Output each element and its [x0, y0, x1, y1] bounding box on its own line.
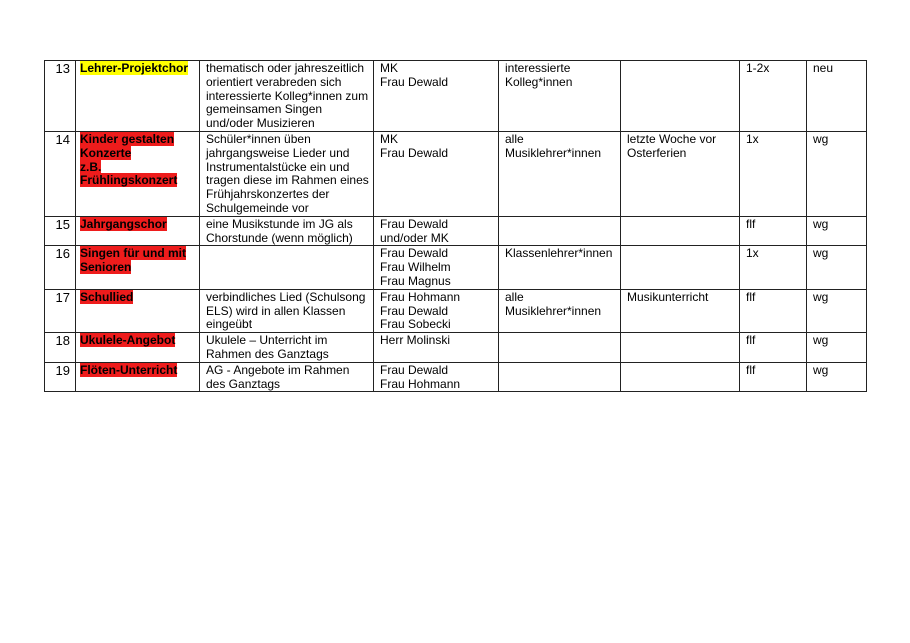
activity-time: [621, 246, 740, 289]
activity-title: [76, 61, 200, 132]
activity-title: [76, 216, 200, 246]
description-line: AG - Angebote im Rahmen: [206, 362, 350, 377]
activity-time: [621, 333, 740, 363]
table-row: [45, 61, 867, 132]
activity-title-line: [80, 133, 197, 147]
activity-description: [200, 333, 374, 363]
description-line: Schulgemeinde vor: [206, 200, 309, 215]
lead-line: Frau Hohmann: [380, 289, 461, 304]
table-row: [45, 246, 867, 289]
activity-title-line: [80, 147, 197, 161]
activity-time: [621, 216, 740, 246]
activity-description: [200, 246, 374, 289]
description-line: Chorstunde (wenn möglich): [206, 230, 353, 245]
activity-title-line: [80, 334, 197, 348]
participants-line: alle: [505, 131, 524, 146]
activity-title-line: [80, 218, 197, 232]
activity-title: [76, 333, 200, 363]
activity-participants: [499, 362, 621, 392]
row-number: 16: [45, 246, 76, 289]
activity-frequency: flf: [740, 216, 807, 246]
activity-frequency: flf: [740, 289, 807, 332]
table-row: [45, 216, 867, 246]
row-number: 13: [45, 61, 76, 132]
activity-lead: [374, 289, 499, 332]
activity-participants: [499, 246, 621, 289]
activity-title: [76, 246, 200, 289]
time-line: Musikunterricht: [627, 289, 709, 304]
activity-status: neu: [807, 61, 867, 132]
table-row: [45, 131, 867, 216]
time-line: letzte Woche vor: [627, 131, 717, 146]
description-line: gemeinsamen Singen: [206, 102, 323, 117]
lead-line: und/oder MK: [380, 230, 449, 245]
activity-description: [200, 61, 374, 132]
activity-participants: [499, 61, 621, 132]
description-line: und/oder Musizieren: [206, 116, 315, 131]
activity-title-line: [80, 247, 197, 261]
activity-title-line-highlight: Schullied: [80, 289, 134, 304]
lead-line: MK: [380, 61, 398, 75]
activity-description: [200, 362, 374, 392]
activity-title-line: [80, 161, 197, 175]
activity-lead: [374, 216, 499, 246]
activity-lead: [374, 246, 499, 289]
row-number: 15: [45, 216, 76, 246]
activity-status: wg: [807, 289, 867, 332]
description-line: Ukulele – Unterricht im: [206, 333, 328, 348]
row-number: 17: [45, 289, 76, 332]
time-line: Osterferien: [627, 145, 687, 160]
activity-frequency: 1-2x: [740, 61, 807, 132]
activity-lead: [374, 362, 499, 392]
lead-line: Frau Hohmann: [380, 376, 461, 391]
activity-frequency: 1x: [740, 131, 807, 216]
lead-line: Herr Molinski: [380, 333, 451, 348]
activity-status: wg: [807, 246, 867, 289]
activity-participants: [499, 289, 621, 332]
activity-lead: [374, 131, 499, 216]
participants-line: alle: [505, 289, 524, 304]
lead-line: Frau Dewald: [380, 246, 449, 261]
activity-title-line-highlight: Ukulele-Angebot: [80, 333, 176, 348]
activity-participants: [499, 216, 621, 246]
description-line: tragen diese im Rahmen eines: [206, 173, 369, 188]
activity-time: [621, 131, 740, 216]
activity-status: wg: [807, 131, 867, 216]
description-line: Rahmen des Ganztags: [206, 346, 329, 361]
activity-title-line-highlight: Senioren: [80, 260, 132, 275]
lead-line: Frau Wilhelm: [380, 260, 451, 275]
activity-title-line: [80, 261, 197, 275]
description-line: verbindliches Lied (Schulsong: [206, 289, 366, 304]
participants-line: Musiklehrer*innen: [505, 145, 602, 160]
lead-line: MK: [380, 131, 398, 146]
activity-title-line: [80, 174, 197, 188]
activity-title-line: [80, 62, 197, 76]
lead-line: Frau Dewald: [380, 145, 449, 160]
activity-status: wg: [807, 362, 867, 392]
activity-title-line-highlight: Konzerte: [80, 145, 132, 160]
table-row: [45, 333, 867, 363]
activity-table: [44, 60, 867, 392]
lead-line: Frau Dewald: [380, 362, 449, 377]
table-row: [45, 289, 867, 332]
description-line: Instrumentalstücke ein und: [206, 159, 350, 174]
activity-participants: [499, 131, 621, 216]
description-line: interessierte Kolleg*innen zum: [206, 88, 369, 103]
activity-title-line-highlight: z.B.: [80, 159, 102, 174]
activity-status: wg: [807, 216, 867, 246]
description-line: Schüler*innen üben: [206, 131, 311, 146]
participants-line: Musiklehrer*innen: [505, 303, 602, 318]
activity-title-line: [80, 291, 197, 305]
row-number: 19: [45, 362, 76, 392]
activity-lead: [374, 333, 499, 363]
participants-line: interessierte: [505, 61, 571, 75]
activity-time: [621, 362, 740, 392]
activity-time: [621, 61, 740, 132]
table-row: [45, 362, 867, 392]
activity-description: [200, 216, 374, 246]
activity-participants: [499, 333, 621, 363]
lead-line: Frau Dewald: [380, 74, 449, 89]
table-body: [45, 61, 867, 392]
row-number: 18: [45, 333, 76, 363]
activity-title: [76, 131, 200, 216]
description-line: orientiert verabreden sich: [206, 74, 342, 89]
activity-title: [76, 289, 200, 332]
activity-title-line-highlight: Jahrgangschor: [80, 216, 167, 231]
activity-frequency: 1x: [740, 246, 807, 289]
activity-title-line: [80, 364, 197, 378]
lead-line: Frau Sobecki: [380, 317, 451, 332]
lead-line: Frau Magnus: [380, 273, 451, 288]
description-line: jahrgangsweise Lieder und: [206, 145, 350, 160]
activity-status: wg: [807, 333, 867, 363]
description-line: ELS) wird in allen Klassen: [206, 303, 346, 318]
activity-title-line-highlight: Frühlingskonzert: [80, 173, 178, 188]
activity-frequency: flf: [740, 333, 807, 363]
activity-description: [200, 289, 374, 332]
participants-line: Klassenlehrer*innen: [505, 246, 613, 261]
description-line: eingeübt: [206, 317, 253, 332]
activity-lead: [374, 61, 499, 132]
description-line: thematisch oder jahreszeitlich: [206, 61, 365, 75]
activity-time: [621, 289, 740, 332]
activity-description: [200, 131, 374, 216]
lead-line: Frau Dewald: [380, 216, 449, 231]
description-line: des Ganztags: [206, 376, 281, 391]
lead-line: Frau Dewald: [380, 303, 449, 318]
description-line: eine Musikstunde im JG als: [206, 216, 353, 231]
activity-title: [76, 362, 200, 392]
participants-line: Kolleg*innen: [505, 74, 573, 89]
activity-title-line-highlight: Singen für und mit: [80, 246, 186, 261]
activity-frequency: flf: [740, 362, 807, 392]
description-line: Frühjahrskonzertes der: [206, 187, 330, 202]
activity-title-line-highlight: Flöten-Unterricht: [80, 362, 178, 377]
row-number: 14: [45, 131, 76, 216]
activity-title-line-highlight: Lehrer-Projektchor: [80, 61, 189, 75]
activity-title-line-highlight: Kinder gestalten: [80, 131, 175, 146]
